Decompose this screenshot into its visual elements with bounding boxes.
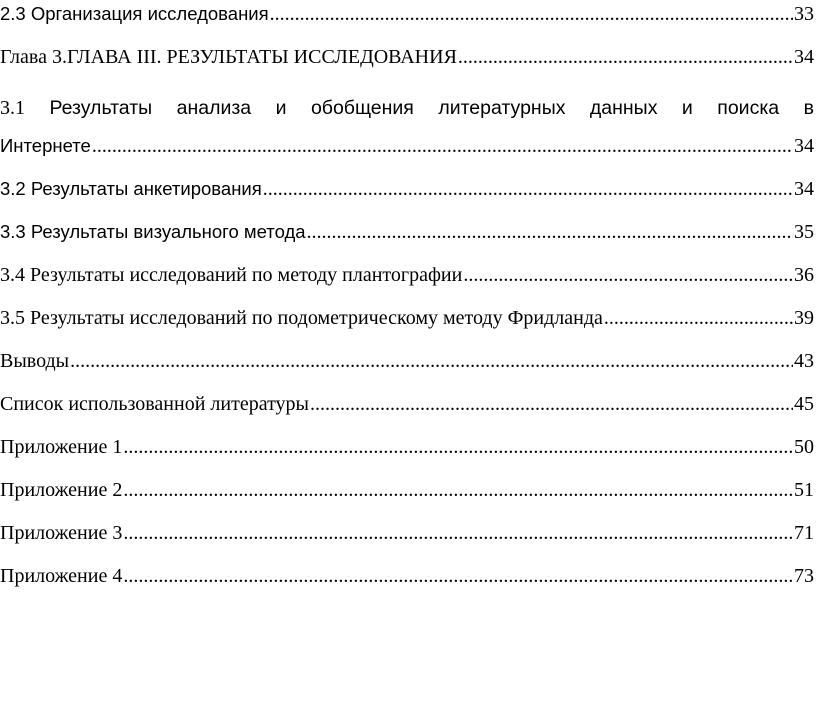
toc-entry-title: Список использованной литературы (0, 393, 309, 415)
toc-entry-page: 45 (794, 393, 814, 415)
dot-leader (310, 392, 793, 416)
toc-entry-page: 34 (794, 178, 814, 200)
toc-entry-title: 3.2 Результаты анкетирования (0, 178, 262, 199)
toc-entry-title: Приложение 4 (0, 565, 123, 587)
toc-entry-number: 3.1 (0, 97, 25, 119)
toc-entry-title: Приложение 1 (0, 436, 123, 458)
toc-word: в (803, 97, 814, 119)
toc-entry-page: 51 (794, 479, 814, 501)
toc-entry-title: 3.4 Результаты исследований по методу плантографии (0, 264, 463, 286)
toc-entry-title: Глава 3.ГЛАВА III. РЕЗУЛЬТАТЫ ИССЛЕДОВАНИЯ (0, 46, 457, 68)
toc-entry-page: 34 (794, 46, 814, 68)
dot-leader (604, 306, 793, 330)
toc-entry-title: Выводы (0, 350, 70, 372)
toc-entry-title-line (0, 96, 814, 120)
toc-entry-3-2 (0, 177, 814, 201)
toc-entry-3-5 (0, 306, 814, 330)
toc-entry-appendix-3 (0, 521, 814, 545)
dot-leader (92, 134, 793, 158)
toc-word: литературных (438, 97, 566, 119)
toc-entry-3-1 (0, 96, 814, 158)
toc-entry-conclusions (0, 349, 814, 373)
toc-entry-page: 34 (794, 135, 814, 157)
toc-word: анализа (176, 97, 252, 119)
toc-entry-page: 36 (794, 264, 814, 286)
toc-entry-page: 35 (794, 221, 814, 243)
dot-leader (263, 177, 793, 201)
toc-word: обобщения (310, 97, 414, 119)
toc-word: и (275, 97, 287, 119)
toc-word: поиска (717, 97, 780, 119)
toc-entry-title: 2.3 Организация исследования (0, 3, 269, 24)
toc-entry-appendix-1 (0, 435, 814, 459)
toc-entry-3-3 (0, 220, 814, 244)
toc-entry-3-4 (0, 263, 814, 287)
dot-leader (270, 2, 793, 26)
toc-entry-page: 73 (794, 565, 814, 587)
toc-entry-page: 43 (794, 350, 814, 372)
dot-leader (123, 521, 793, 545)
toc-entry-continuation (0, 134, 814, 158)
toc-entry-2-3 (0, 2, 814, 26)
toc-entry-chapter-3 (0, 45, 814, 69)
dot-leader (70, 349, 793, 373)
dot-leader (123, 435, 793, 459)
toc-word: и (681, 97, 693, 119)
toc-entry-page: 33 (794, 3, 814, 25)
toc-word: Результаты (49, 97, 153, 119)
toc-entry-title: Интернете (0, 135, 91, 156)
toc-entry-page: 71 (794, 522, 814, 544)
dot-leader (123, 564, 793, 588)
dot-leader (123, 478, 793, 502)
toc-entry-title: 3.5 Результаты исследований по подометрическому методу Фридланда (0, 307, 603, 329)
toc-entry-appendix-2 (0, 478, 814, 502)
toc-entry-title: Приложение 2 (0, 479, 123, 501)
toc-entry-appendix-4 (0, 564, 814, 588)
toc-entry-references (0, 392, 814, 416)
dot-leader (463, 263, 793, 287)
toc-entry-page: 39 (794, 307, 814, 329)
toc-entry-title: 3.3 Результаты визуального метода (0, 221, 306, 242)
dot-leader (458, 45, 793, 69)
toc-entry-page: 50 (794, 436, 814, 458)
dot-leader (307, 220, 793, 244)
toc-entry-title: Приложение 3 (0, 522, 123, 544)
toc-word: данных (589, 97, 658, 119)
